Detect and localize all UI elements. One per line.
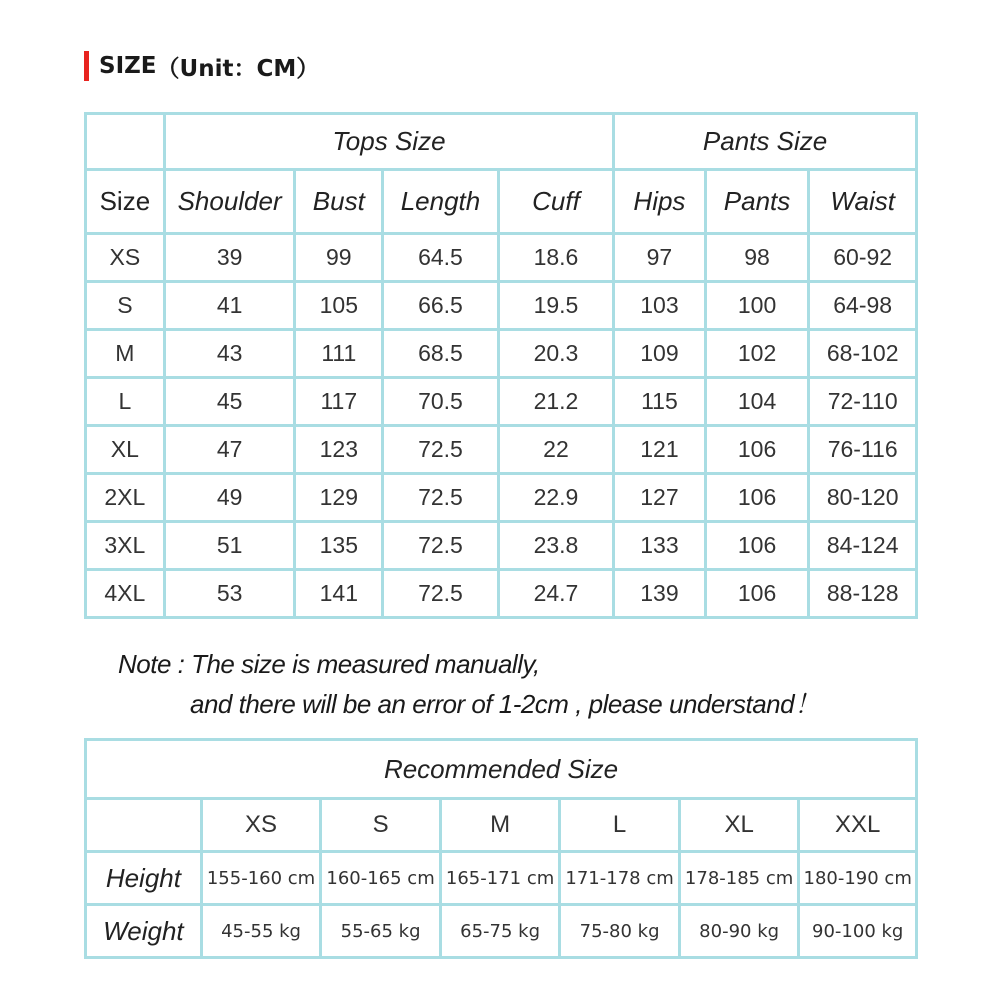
value-cell: 72.5 (383, 426, 499, 474)
weight-cell: 55-65 kg (321, 905, 441, 958)
value-cell: 117 (295, 378, 383, 426)
value-cell: 129 (295, 474, 383, 522)
weight-label: Weight (86, 905, 202, 958)
corner-cell (86, 799, 202, 852)
tops-size-header: Tops Size (164, 114, 613, 170)
value-cell: 127 (614, 474, 706, 522)
table-row (86, 330, 917, 378)
page-title (84, 48, 319, 84)
value-cell: 135 (295, 522, 383, 570)
recommended-size-cell: S (321, 799, 441, 852)
size-note (118, 644, 820, 724)
value-cell: 68.5 (383, 330, 499, 378)
column-header: Waist (809, 170, 917, 234)
recommended-size-cell: M (440, 799, 560, 852)
value-cell: 22.9 (498, 474, 613, 522)
column-header: Length (383, 170, 499, 234)
size-cell: L (86, 378, 165, 426)
value-cell: 21.2 (498, 378, 613, 426)
value-cell: 99 (295, 234, 383, 282)
weight-cell: 45-55 kg (201, 905, 321, 958)
value-cell: 109 (614, 330, 706, 378)
table-row (86, 570, 917, 618)
value-cell: 133 (614, 522, 706, 570)
recommended-size-cell: XL (679, 799, 799, 852)
value-cell: 72.5 (383, 474, 499, 522)
table-row (86, 474, 917, 522)
recommended-size-cell: L (560, 799, 680, 852)
value-cell: 72-110 (809, 378, 917, 426)
column-header: Size (86, 170, 165, 234)
weight-row (86, 905, 917, 958)
value-cell: 24.7 (498, 570, 613, 618)
size-cell: XL (86, 426, 165, 474)
value-cell: 106 (705, 474, 809, 522)
value-cell: 102 (705, 330, 809, 378)
value-cell: 70.5 (383, 378, 499, 426)
recommended-title: Recommended Size (86, 740, 917, 799)
size-cell: 3XL (86, 522, 165, 570)
value-cell: 22 (498, 426, 613, 474)
recommended-sizes-row (86, 799, 917, 852)
value-cell: 121 (614, 426, 706, 474)
size-cell: XS (86, 234, 165, 282)
size-cell: S (86, 282, 165, 330)
height-row (86, 852, 917, 905)
recommended-size-cell: XXL (799, 799, 917, 852)
value-cell: 106 (705, 522, 809, 570)
table-row (86, 426, 917, 474)
column-header: Bust (295, 170, 383, 234)
height-cell: 171-178 cm (560, 852, 680, 905)
value-cell: 23.8 (498, 522, 613, 570)
size-cell: M (86, 330, 165, 378)
value-cell: 106 (705, 426, 809, 474)
value-cell: 64-98 (809, 282, 917, 330)
note-line-1: Note : The size is measured manually, (118, 649, 540, 679)
table-row (86, 522, 917, 570)
accent-bar (84, 51, 89, 81)
size-cell: 2XL (86, 474, 165, 522)
column-header-row (86, 170, 917, 234)
height-cell: 160-165 cm (321, 852, 441, 905)
value-cell: 47 (164, 426, 295, 474)
value-cell: 66.5 (383, 282, 499, 330)
value-cell: 60-92 (809, 234, 917, 282)
value-cell: 72.5 (383, 570, 499, 618)
value-cell: 39 (164, 234, 295, 282)
value-cell: 100 (705, 282, 809, 330)
value-cell: 53 (164, 570, 295, 618)
column-header: Cuff (498, 170, 613, 234)
value-cell: 103 (614, 282, 706, 330)
value-cell: 72.5 (383, 522, 499, 570)
value-cell: 106 (705, 570, 809, 618)
value-cell: 84-124 (809, 522, 917, 570)
table-row (86, 378, 917, 426)
value-cell: 19.5 (498, 282, 613, 330)
weight-cell: 80-90 kg (679, 905, 799, 958)
value-cell: 20.3 (498, 330, 613, 378)
value-cell: 18.6 (498, 234, 613, 282)
pants-size-header: Pants Size (614, 114, 917, 170)
value-cell: 41 (164, 282, 295, 330)
title-unit: （Unit：CM） (156, 55, 320, 82)
weight-cell: 65-75 kg (440, 905, 560, 958)
weight-cell: 90-100 kg (799, 905, 917, 958)
value-cell: 68-102 (809, 330, 917, 378)
value-cell: 97 (614, 234, 706, 282)
value-cell: 88-128 (809, 570, 917, 618)
size-table-body (86, 234, 917, 618)
height-cell: 165-171 cm (440, 852, 560, 905)
value-cell: 105 (295, 282, 383, 330)
value-cell: 49 (164, 474, 295, 522)
recommended-size-table (84, 738, 918, 959)
column-header: Hips (614, 170, 706, 234)
value-cell: 51 (164, 522, 295, 570)
table-row (86, 282, 917, 330)
column-header: Pants (705, 170, 809, 234)
column-header: Shoulder (164, 170, 295, 234)
value-cell: 43 (164, 330, 295, 378)
value-cell: 123 (295, 426, 383, 474)
weight-cell: 75-80 kg (560, 905, 680, 958)
title-main: SIZE (99, 53, 157, 79)
value-cell: 139 (614, 570, 706, 618)
recommended-size-cell: XS (201, 799, 321, 852)
height-cell: 155-160 cm (201, 852, 321, 905)
table-row (86, 234, 917, 282)
size-table (84, 112, 918, 619)
value-cell: 45 (164, 378, 295, 426)
height-cell: 180-190 cm (799, 852, 917, 905)
value-cell: 104 (705, 378, 809, 426)
recommended-title-row (86, 740, 917, 799)
size-cell: 4XL (86, 570, 165, 618)
height-cell: 178-185 cm (679, 852, 799, 905)
value-cell: 98 (705, 234, 809, 282)
value-cell: 76-116 (809, 426, 917, 474)
value-cell: 111 (295, 330, 383, 378)
group-header-row (86, 114, 917, 170)
value-cell: 80-120 (809, 474, 917, 522)
note-line-2: and there will be an error of 1-2cm , please understand！ (190, 689, 820, 719)
value-cell: 141 (295, 570, 383, 618)
value-cell: 64.5 (383, 234, 499, 282)
height-label: Height (86, 852, 202, 905)
corner-cell (86, 114, 165, 170)
value-cell: 115 (614, 378, 706, 426)
